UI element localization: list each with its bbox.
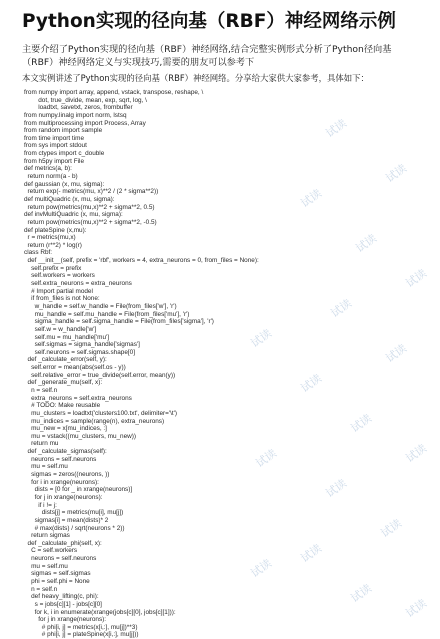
code-line: from numpy import array, append, vstack, transpose, reshape, \	[24, 89, 204, 96]
code-line: # TODO: Make reusable	[24, 402, 101, 410]
watermark-text: 试读	[253, 446, 280, 471]
code-line: n = self.n	[24, 386, 58, 394]
code-line: # Import partial model	[24, 287, 93, 295]
code-line: self.sigmas = sigma_handle['sigmas']	[24, 341, 140, 349]
watermark-text: 试读	[403, 596, 430, 621]
code-line: neurons = self.neurons	[24, 455, 97, 463]
watermark-text: 试读	[383, 161, 410, 186]
watermark-text: 试读	[323, 116, 350, 141]
code-line: for k, i in enumerate(xrange(jobs[c][0], jobs[c][1])):	[24, 608, 176, 616]
code-line: C = self.workers	[24, 547, 78, 555]
code-line: # max(dists) / sqrt(neurons * 2))	[24, 524, 125, 532]
code-line: from random import sample	[24, 127, 103, 135]
code-line: r = metrics(mu,x)	[24, 234, 76, 242]
code-line: for j in xrange(neurons):	[24, 616, 107, 624]
code-line: self.prefix = prefix	[24, 264, 82, 272]
watermark-text: 试读	[328, 296, 355, 321]
code-line: mu_clusters = loadtxt('clusters100.txt', delimiter='\t')	[24, 409, 177, 417]
code-line: from ctypes import c_double	[24, 150, 105, 158]
watermark-text: 试读	[298, 371, 325, 396]
code-line: sigma_handle = self.sigma_handle = File(from_files['sigma'], 'r')	[24, 318, 214, 326]
code-line: dists[j] = metrics(mu[i], mu[j])	[24, 509, 124, 517]
code-line: mu = vstack((mu_clusters, mu_new))	[24, 432, 137, 440]
document-lead: 本文实例讲述了Python实现的径向基（RBF）神经网络。分享给大家供大家参考，具体如下：	[22, 73, 369, 83]
watermark-text: 试读	[383, 341, 410, 366]
document-intro: 主要介绍了Python实现的径向基（RBF）神经网络,结合完整实例形式分析了Python径向基（RBF）神经网络定义与实现技巧,需要的朋友可以参考下	[22, 44, 392, 68]
code-line: # phi[i, j] = metrics(x[i,:], mu[j])**3)	[24, 623, 138, 631]
code-line: for j in xrange(neurons):	[24, 493, 103, 501]
watermark-text: 试读	[403, 441, 430, 466]
code-line: return pow(metrics(mu,x)**2 + sigma**2, -0.5)	[24, 218, 157, 226]
code-line: def _generate_mu(self, x):	[24, 379, 103, 387]
code-line: if from_files is not None:	[24, 295, 100, 303]
code-line: sigmas = zeros((neurons, ))	[24, 471, 110, 479]
code-line: return mu	[24, 440, 59, 448]
code-line: return norm(a - b)	[24, 173, 78, 181]
code-line: sigmas[i] = mean(dists)* 2	[24, 516, 109, 524]
watermark-text: 试读	[348, 411, 375, 436]
code-line: def _calculate_error(self, y):	[24, 356, 107, 364]
watermark-text: 试读	[248, 326, 275, 351]
watermark-text: 试读	[403, 266, 430, 291]
watermark-text: 试读	[248, 556, 275, 581]
document-title: Python实现的径向基（RBF）神经网络示例	[22, 11, 396, 32]
code-block	[24, 89, 324, 639]
code-line: return pow(metrics(mu,x)**2 + sigma**2, 0.5)	[24, 203, 155, 211]
code-line: def multiQuadric (x, mu, sigma):	[24, 195, 115, 203]
code-line: from time import time	[24, 134, 85, 142]
code-line: def metrics(a, b):	[24, 165, 72, 173]
code-line: class Rbf:	[24, 249, 53, 257]
code-line: loadtxt, savetxt, zeros, frombuffer	[24, 104, 133, 112]
code-line: for i in xrange(neurons):	[24, 478, 99, 486]
code-line: mu_indices = sample(range(n), extra_neurons)	[24, 417, 165, 425]
code-line: self.relative_error = true_divide(self.error, mean(y))	[24, 371, 176, 379]
code-line: def plateSpine (x,mu):	[24, 226, 87, 234]
code-line: def __init__(self, prefix = 'rbf', workers = 4, extra_neurons = 0, from_files = None):	[24, 257, 259, 265]
code-line: from sys import stdout	[24, 142, 87, 150]
code-line: dists = [0 for _ in xrange(neurons)]	[24, 486, 133, 494]
code-line: sigmas = self.sigmas	[24, 570, 91, 578]
code-line: self.mu = mu_handle['mu']	[24, 333, 110, 341]
code-line: self.workers = workers	[24, 272, 95, 280]
code-line: mu_handle = self.mu_handle = File(from_files['mu'], 'r')	[24, 310, 190, 318]
code-line: from multiprocessing import Process, Array	[24, 119, 146, 127]
code-line: def _calculate_sigmas(self):	[24, 448, 107, 456]
code-line: self.w = w_handle['w']	[24, 325, 97, 333]
code-line: from h5py import File	[24, 157, 85, 165]
code-line: dot, true_divide, mean, exp, sqrt, log, \	[24, 96, 147, 104]
watermark-text: 试读	[378, 516, 405, 541]
code-line: from numpy.linalg import norm, lstsq	[24, 111, 127, 119]
code-line: def _calculate_phi(self, x):	[24, 539, 102, 547]
code-line: phi = self.phi = None	[24, 578, 90, 585]
code-line: self.neurons = self.sigmas.shape[0]	[24, 348, 136, 356]
watermark-text: 试读	[298, 186, 325, 211]
watermark-text: 试读	[298, 541, 325, 566]
code-line: mu = self.mu	[24, 562, 68, 570]
code-line: if i != j:	[24, 501, 57, 509]
code-line: n = self.n	[24, 585, 58, 593]
watermark-text: 试读	[348, 581, 375, 606]
code-line: return sigmas	[24, 532, 70, 540]
code-line: mu = self.mu	[24, 463, 68, 471]
code-line: w_handle = self.w_handle = File(from_files['w'], 'r')	[24, 302, 177, 310]
code-line: mu_new = x[mu_indices, :]	[24, 425, 107, 433]
code-line: def gaussian (x, mu, sigma):	[24, 180, 105, 188]
code-line: self.extra_neurons = extra_neurons	[24, 280, 132, 288]
code-line: s = jobs[c][1] - jobs[c][0]	[24, 600, 102, 608]
code-line: return (r**2) * log(r)	[24, 241, 82, 249]
watermark-text: 试读	[353, 231, 380, 256]
watermark-text: 试读	[323, 476, 350, 501]
code-line: # phi[i, j] = plateSpine(x[i,:], mu[j]))	[24, 631, 139, 639]
code-line: neurons = self.neurons	[24, 555, 97, 563]
code-line: def heavy_lifting(c, phi):	[24, 593, 99, 601]
code-line: return exp(- metrics(mu, x)**2 / (2 * sigma**2))	[24, 188, 159, 196]
code-line: self.error = mean(abs(self.os - y))	[24, 364, 126, 372]
code-line: def invMultiQuadric (x, mu, sigma):	[24, 211, 123, 219]
code-line: extra_neurons = self.extra_neurons	[24, 394, 132, 402]
